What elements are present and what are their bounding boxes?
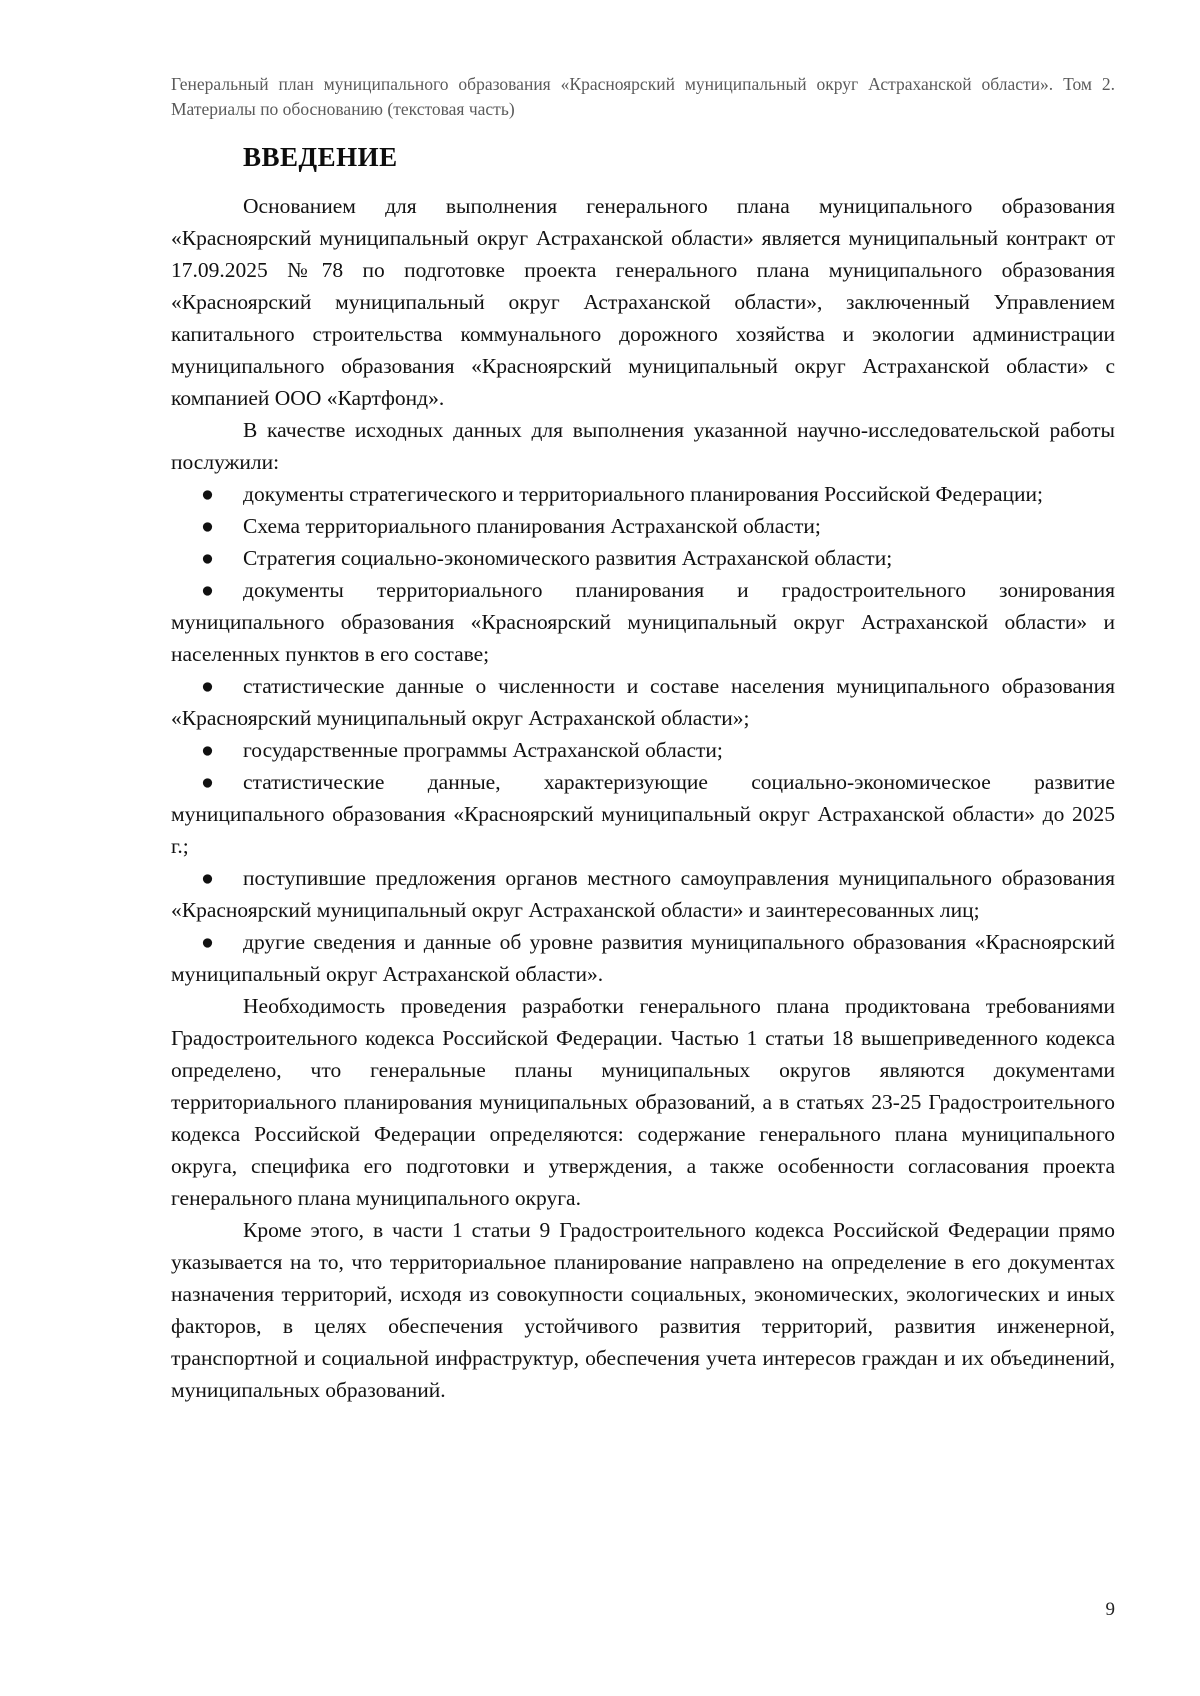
section-title: ВВЕДЕНИЕ <box>243 142 398 172</box>
bullet-icon: ● <box>201 770 214 794</box>
bullet-text: Стратегия социально-экономического развития Астраханской области; <box>243 546 893 570</box>
bullet-text: статистические данные о численности и составе населения муниципального образования «Красноярский муниципальный округ Астраханской области»; <box>171 674 1115 730</box>
bullet-text: Схема территориального планирования Астраханской области; <box>243 514 821 538</box>
bullet-text: статистические данные, характеризующие социально-экономическое развитие муниципального образования «Красноярский муниципальный округ Астраханской области» до 2025 г.; <box>171 770 1115 858</box>
paragraph-legal-requirement: Необходимость проведения разработки генерального плана продиктована требованиями Градостроительного кодекса Российской Федерации. Частью 1 статьи 18 вышеприведенного кодекса определено, что генеральные планы муниципальных округов являются документами территориального планирования муниципальных образований, а в статьях 23-25 Градостроительного кодекса Российской Федерации определяются: содержание генерального плана муниципального округа, специфика его подготовки и утверждения, а также особенности согласования проекта генерального плана муниципального округа. <box>171 994 1115 1210</box>
bullet-text: другие сведения и данные об уровне развития муниципального образования «Красноярский муниципальный округ Астраханской области». <box>171 930 1115 986</box>
bullet-list-item <box>171 926 1115 990</box>
page-body <box>171 138 1115 1406</box>
bullet-icon: ● <box>201 514 214 538</box>
bullet-list-item <box>171 574 1115 670</box>
paragraph-basis: Основанием для выполнения генерального плана муниципального образования «Красноярский муниципальный округ Астраханской области» является муниципальный контракт от 17.09.2025 №78 по подготовке проекта генерального плана муниципального образования «Красноярский муниципальный округ Астраханской области», заключенный Управлением капитального строительства коммунального дорожного хозяйства и экологии администрации муниципального образования «Красноярский муниципальный округ Астраханской области» с компанией ООО «Картфонд». <box>171 194 1115 410</box>
paragraph-planning-purpose: Кроме этого, в части 1 статьи 9 Градостроительного кодекса Российской Федерации прямо указывается на то, что территориальное планирование направлено на определение в его документах назначения территорий, исходя из совокупности социальных, экономических, экологических и иных факторов, в целях обеспечения устойчивого развития территорий, развития инженерной, транспортной и социальной инфраструктур, обеспечения учета интересов граждан и их объединений, муниципальных образований. <box>171 1218 1115 1402</box>
bullet-text: документы стратегического и территориального планирования Российской Федерации; <box>243 482 1044 506</box>
bullet-icon: ● <box>201 930 214 954</box>
bullet-list-item <box>171 478 1115 510</box>
bullet-list-item <box>171 542 1115 574</box>
bullet-icon: ● <box>201 578 214 602</box>
bullet-list-item <box>171 734 1115 766</box>
bullet-list-item <box>171 510 1115 542</box>
bullet-icon: ● <box>201 738 214 762</box>
bullet-list-item <box>171 862 1115 926</box>
page-number: 9 <box>1105 1599 1115 1620</box>
bullet-list-item <box>171 670 1115 734</box>
bullet-text: поступившие предложения органов местного самоуправления муниципального образования «Красноярский муниципальный округ Астраханской области» и заинтересованных лиц; <box>171 866 1115 922</box>
bullet-icon: ● <box>201 546 214 570</box>
paragraph-source-data-intro: В качестве исходных данных для выполнения указанной научно-исследовательской работы послужили: <box>171 418 1115 474</box>
bullet-icon: ● <box>201 482 214 506</box>
running-header: Генеральный план муниципального образования «Красноярский муниципальный округ Астраханской области». Том 2. Материалы по обоснованию (текстовая часть) <box>171 74 1115 119</box>
bullet-text: государственные программы Астраханской области; <box>243 738 723 762</box>
bullet-text: документы территориального планирования и градостроительного зонирования муниципального образования «Красноярский муниципальный округ Астраханской области» и населенных пунктов в его составе; <box>171 578 1115 666</box>
bullet-icon: ● <box>201 866 214 890</box>
bullet-list-item <box>171 766 1115 862</box>
bullet-icon: ● <box>201 674 214 698</box>
